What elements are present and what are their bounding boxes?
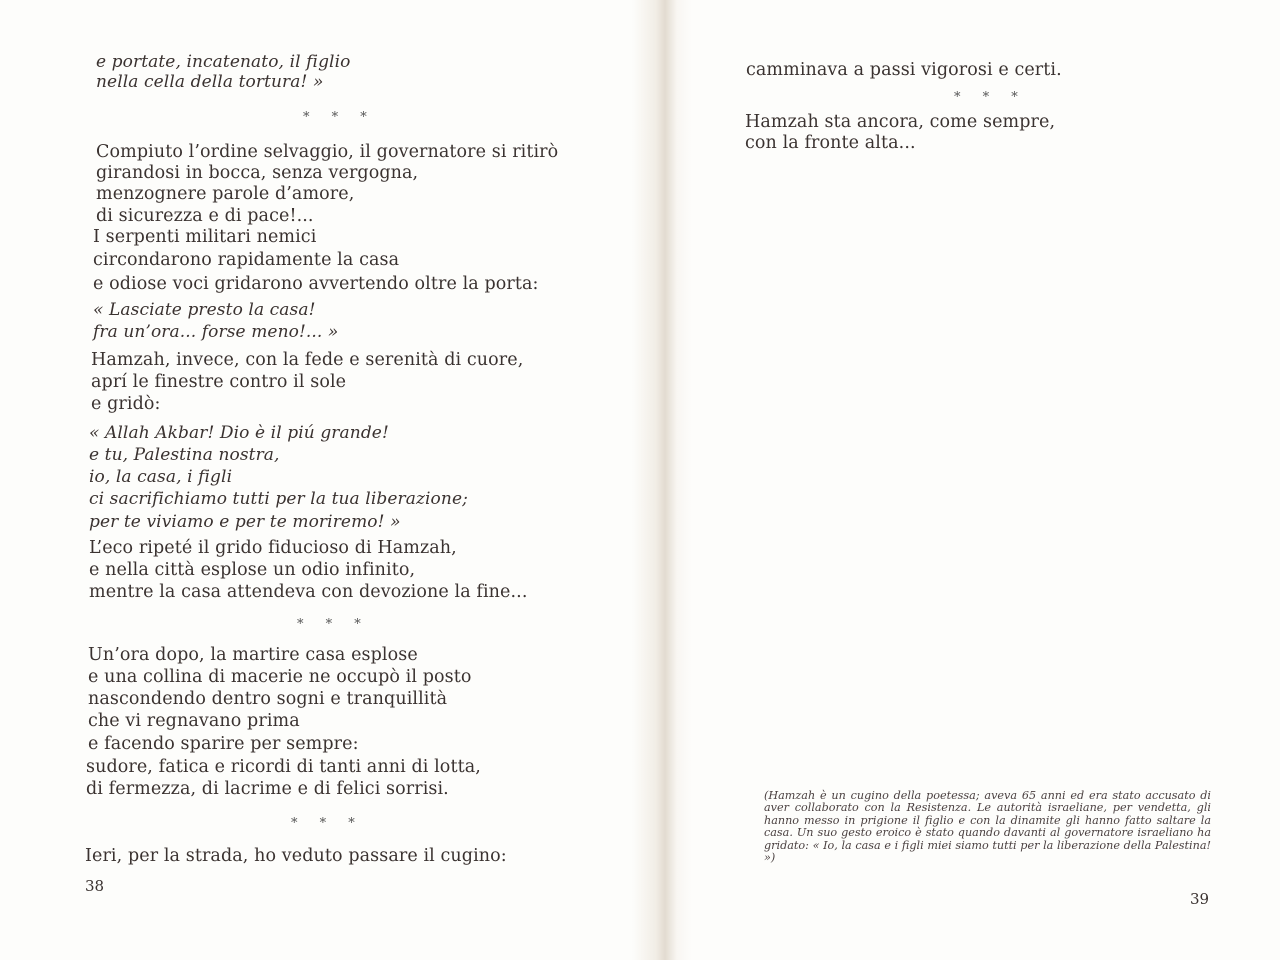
page-number: 38 [85,877,105,895]
stanza-separator: * * * [297,617,370,632]
verse-line: sudore, fatica e ricordi di tanti anni di lotta, [86,757,481,777]
verse-line: I serpenti militari nemici [93,227,317,247]
verse-line: « Allah Akbar! Dio è il piú grande! [89,423,389,443]
verse-line: L’eco ripeté il grido fiducioso di Hamzah, [89,538,457,558]
verse-line: Hamzah, invece, con la fede e serenità di cuore, [91,350,524,370]
verse-line: nascondendo dentro sogni e tranquillità [88,689,448,709]
verse-line: che vi regnavano prima [88,711,300,731]
verse-line: fra un’ora... forse meno!... » [93,322,339,342]
verse-line: camminava a passi vigorosi e certi. [746,60,1062,80]
stanza-separator: * * * [954,90,1027,105]
verse-line: ci sacrifichiamo tutti per la tua liberazione; [89,489,468,509]
verse-line: nella cella della tortura! » [96,72,324,92]
verse-line: Compiuto l’ordine selvaggio, il governatore si ritirò [96,142,559,162]
verse-line: per te viviamo e per te moriremo! » [89,512,401,532]
verse-line: Un’ora dopo, la martire casa esplose [88,645,418,665]
verse-line: e odiose voci gridarono avvertendo oltre la porta: [93,274,539,294]
verse-line: e nella città esplose un odio infinito, [89,560,416,580]
verse-line: io, la casa, i figli [89,467,233,487]
verse-line: « Lasciate presto la casa! [93,300,316,320]
stanza-separator: * * * [303,110,376,125]
verse-line: e tu, Palestina nostra, [89,445,280,465]
verse-line: girandosi in bocca, senza vergogna, [96,163,419,183]
verse-line: di fermezza, di lacrime e di felici sorrisi. [86,779,449,799]
stanza-separator: * * * [291,816,364,831]
verse-line: con la fronte alta... [745,133,916,153]
verse-line: di sicurezza e di pace!... [96,206,314,226]
verse-line: Hamzah sta ancora, come sempre, [745,112,1056,132]
verse-line: e gridò: [91,394,161,414]
verse-line: e una collina di macerie ne occupò il posto [88,667,472,687]
footnote: (Hamzah è un cugino della poetessa; aveva 65 anni ed era stato accusato di aver collaborato con la Resistenza. Le autorità israeliane, per vendetta, gli hanno messo in prigione il figlio e con la dinamite gli hanno fatto saltare la casa. Un suo gesto eroico è stato quando davanti al governatore israeliano ha gridato: « Io, la casa e i figli miei siamo tutti per la liberazione della Palestina! ») [764,789,1211,865]
verse-line: menzognere parole d’amore, [96,184,355,204]
verse-line: Ieri, per la strada, ho veduto passare il cugino: [85,846,507,866]
page-number: 39 [1190,890,1210,908]
verse-line: e portate, incatenato, il figlio [96,52,351,72]
verse-line: circondarono rapidamente la casa [93,250,400,270]
verse-line: aprí le finestre contro il sole [91,372,347,392]
verse-line: e facendo sparire per sempre: [88,734,359,754]
verse-line: mentre la casa attendeva con devozione la fine... [89,582,528,602]
